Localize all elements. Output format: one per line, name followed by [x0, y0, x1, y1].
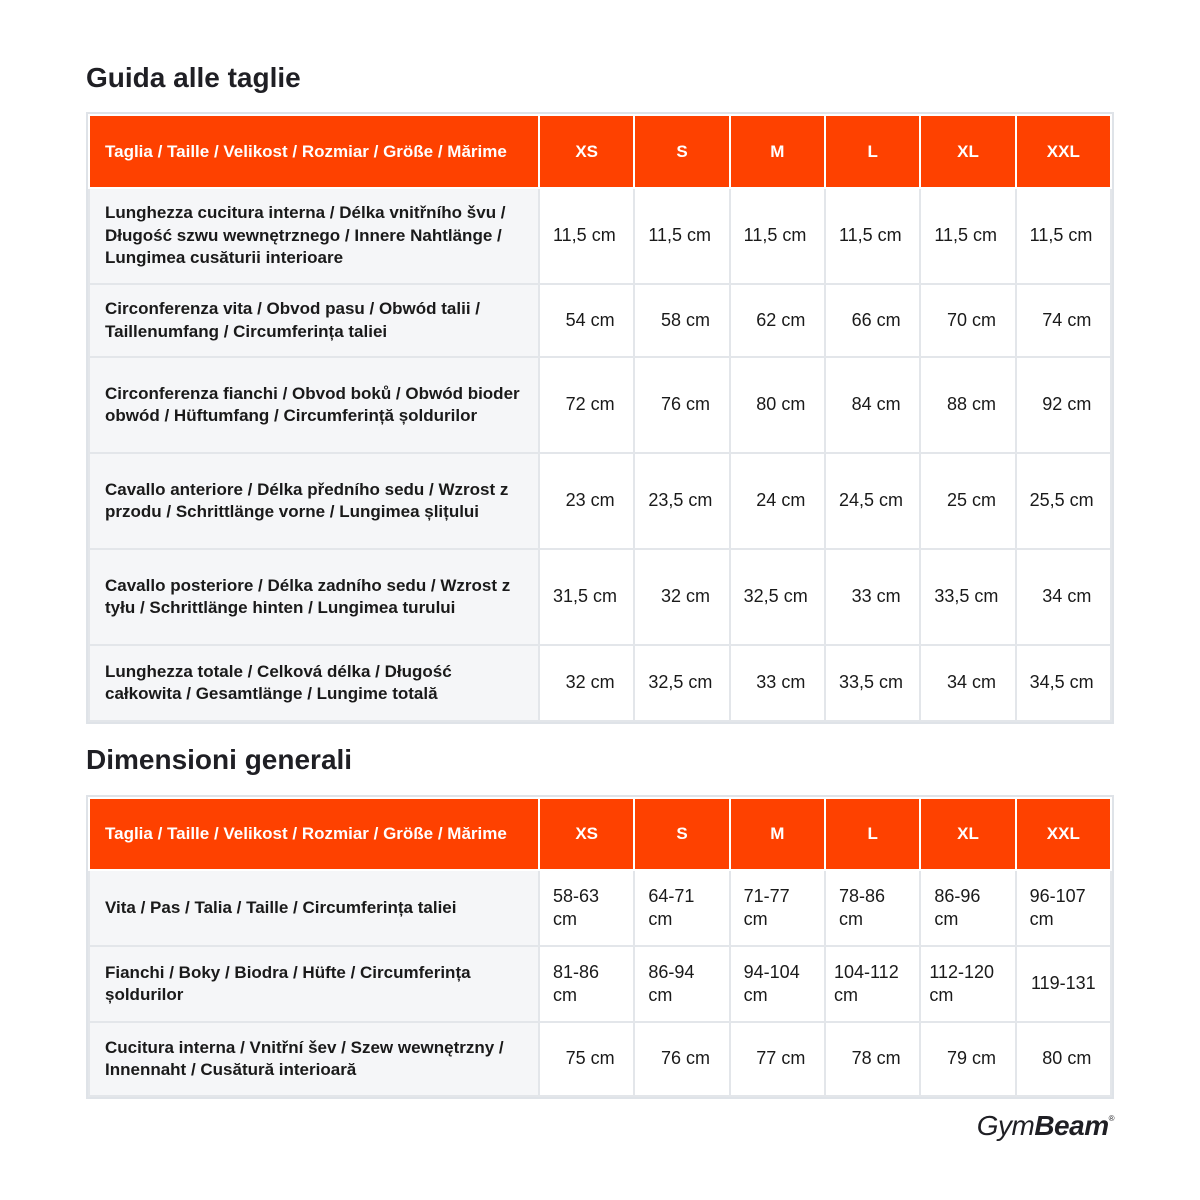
table-cell: 77 cm [730, 1022, 825, 1096]
table-cell: 25,5 cm [1016, 453, 1111, 549]
row-label: Fianchi / Boky / Biodra / Hüfte / Circumferința șoldurilor [89, 946, 539, 1022]
table-cell: 74 cm [1016, 284, 1111, 357]
table-cell: 119-131 [1016, 946, 1111, 1022]
table-cell: 25 cm [920, 453, 1015, 549]
row-label: Circonferenza fianchi / Obvod boků / Obwód bioder obwód / Hüftumfang / Circumferință șoldurilor [89, 357, 539, 453]
table-cell: 80 cm [1016, 1022, 1111, 1096]
table-cell: 70 cm [920, 284, 1015, 357]
dimensions-header-row [89, 798, 1111, 870]
table-cell: 64-71 cm [634, 870, 729, 946]
row-label: Vita / Pas / Talia / Taille / Circumferința taliei [89, 870, 539, 946]
registered-mark: ® [1108, 1114, 1114, 1123]
table-row [89, 645, 1111, 721]
table-cell: 34 cm [1016, 549, 1111, 645]
table-cell: 112-120 cm [920, 946, 1015, 1022]
table-cell: 23 cm [539, 453, 634, 549]
table-cell: 62 cm [730, 284, 825, 357]
table-cell: 58-63 cm [539, 870, 634, 946]
table-cell: 24,5 cm [825, 453, 920, 549]
brand-logo-beam: Beam [1034, 1110, 1109, 1141]
table-cell: 66 cm [825, 284, 920, 357]
table-cell: 72 cm [539, 357, 634, 453]
size-header-label: Taglia / Taille / Velikost / Rozmiar / Größe / Mărime [89, 798, 539, 870]
size-header-xl: XL [920, 115, 1015, 188]
table-cell: 76 cm [634, 357, 729, 453]
table-cell: 11,5 cm [920, 188, 1015, 284]
table-cell: 11,5 cm [539, 188, 634, 284]
size-header-l: L [825, 798, 920, 870]
table-cell: 86-96 cm [920, 870, 1015, 946]
size-header-xs: XS [539, 115, 634, 188]
size-guide-title: Guida alle taglie [86, 62, 301, 93]
table-row [89, 284, 1111, 357]
size-header-xs: XS [539, 798, 634, 870]
size-header-xxl: XXL [1016, 115, 1111, 188]
size-header-s: S [634, 798, 729, 870]
size-header-s: S [634, 115, 729, 188]
table-cell: 58 cm [634, 284, 729, 357]
table-cell: 96-107 cm [1016, 870, 1111, 946]
table-cell: 11,5 cm [1016, 188, 1111, 284]
table-cell: 54 cm [539, 284, 634, 357]
table-cell: 84 cm [825, 357, 920, 453]
table-cell: 32,5 cm [730, 549, 825, 645]
row-label: Circonferenza vita / Obvod pasu / Obwód talii / Taillenumfang / Circumferința taliei [89, 284, 539, 357]
size-header-l: L [825, 115, 920, 188]
table-row [89, 549, 1111, 645]
size-header-label: Taglia / Taille / Velikost / Rozmiar / Größe / Mărime [89, 115, 539, 188]
table-cell: 31,5 cm [539, 549, 634, 645]
table-cell: 11,5 cm [730, 188, 825, 284]
table-cell: 104-112 cm [825, 946, 920, 1022]
table-cell: 32,5 cm [634, 645, 729, 721]
table-cell: 11,5 cm [634, 188, 729, 284]
table-cell: 33,5 cm [825, 645, 920, 721]
dimensions-table [86, 795, 1114, 1099]
table-cell: 32 cm [539, 645, 634, 721]
table-cell: 79 cm [920, 1022, 1015, 1096]
row-label: Cavallo posteriore / Délka zadního sedu / Wzrost z tyłu / Schrittlänge hinten / Lungimea turului [89, 549, 539, 645]
table-cell: 33 cm [730, 645, 825, 721]
table-cell: 24 cm [730, 453, 825, 549]
table-cell: 34 cm [920, 645, 1015, 721]
table-cell: 81-86 cm [539, 946, 634, 1022]
row-label: Lunghezza cucitura interna / Délka vnitřního švu / Długość szwu wewnętrznego / Innere Nahtlänge / Lungimea cusăturii interioare [89, 188, 539, 284]
size-header-m: M [730, 798, 825, 870]
table-row [89, 357, 1111, 453]
table-cell: 80 cm [730, 357, 825, 453]
row-label: Lunghezza totale / Celková délka / Długość całkowita / Gesamtlänge / Lungime totală [89, 645, 539, 721]
table-cell: 33 cm [825, 549, 920, 645]
table-cell: 32 cm [634, 549, 729, 645]
size-header-xl: XL [920, 798, 1015, 870]
row-label: Cucitura interna / Vnitřní šev / Szew wewnętrzny / Innennaht / Cusătură interioară [89, 1022, 539, 1096]
table-cell: 92 cm [1016, 357, 1111, 453]
brand-logo [977, 1110, 1114, 1142]
table-cell: 86-94 cm [634, 946, 729, 1022]
row-label: Cavallo anteriore / Délka předního sedu / Wzrost z przodu / Schrittlänge vorne / Lungimea șlițului [89, 453, 539, 549]
table-row [89, 188, 1111, 284]
table-row [89, 946, 1111, 1022]
size-header-m: M [730, 115, 825, 188]
table-cell: 33,5 cm [920, 549, 1015, 645]
table-cell: 94-104 cm [730, 946, 825, 1022]
table-cell: 11,5 cm [825, 188, 920, 284]
size-guide-table [86, 112, 1114, 724]
table-row [89, 1022, 1111, 1096]
table-row [89, 453, 1111, 549]
table-cell: 34,5 cm [1016, 645, 1111, 721]
table-cell: 71-77 cm [730, 870, 825, 946]
dimensions-title: Dimensioni generali [86, 744, 353, 775]
table-cell: 76 cm [634, 1022, 729, 1096]
brand-logo-gym: Gym [976, 1110, 1035, 1141]
table-cell: 75 cm [539, 1022, 634, 1096]
table-cell: 23,5 cm [634, 453, 729, 549]
size-guide-header-row [89, 115, 1111, 188]
table-cell: 78-86 cm [825, 870, 920, 946]
table-cell: 78 cm [825, 1022, 920, 1096]
table-cell: 88 cm [920, 357, 1015, 453]
size-header-xxl: XXL [1016, 798, 1111, 870]
table-row [89, 870, 1111, 946]
